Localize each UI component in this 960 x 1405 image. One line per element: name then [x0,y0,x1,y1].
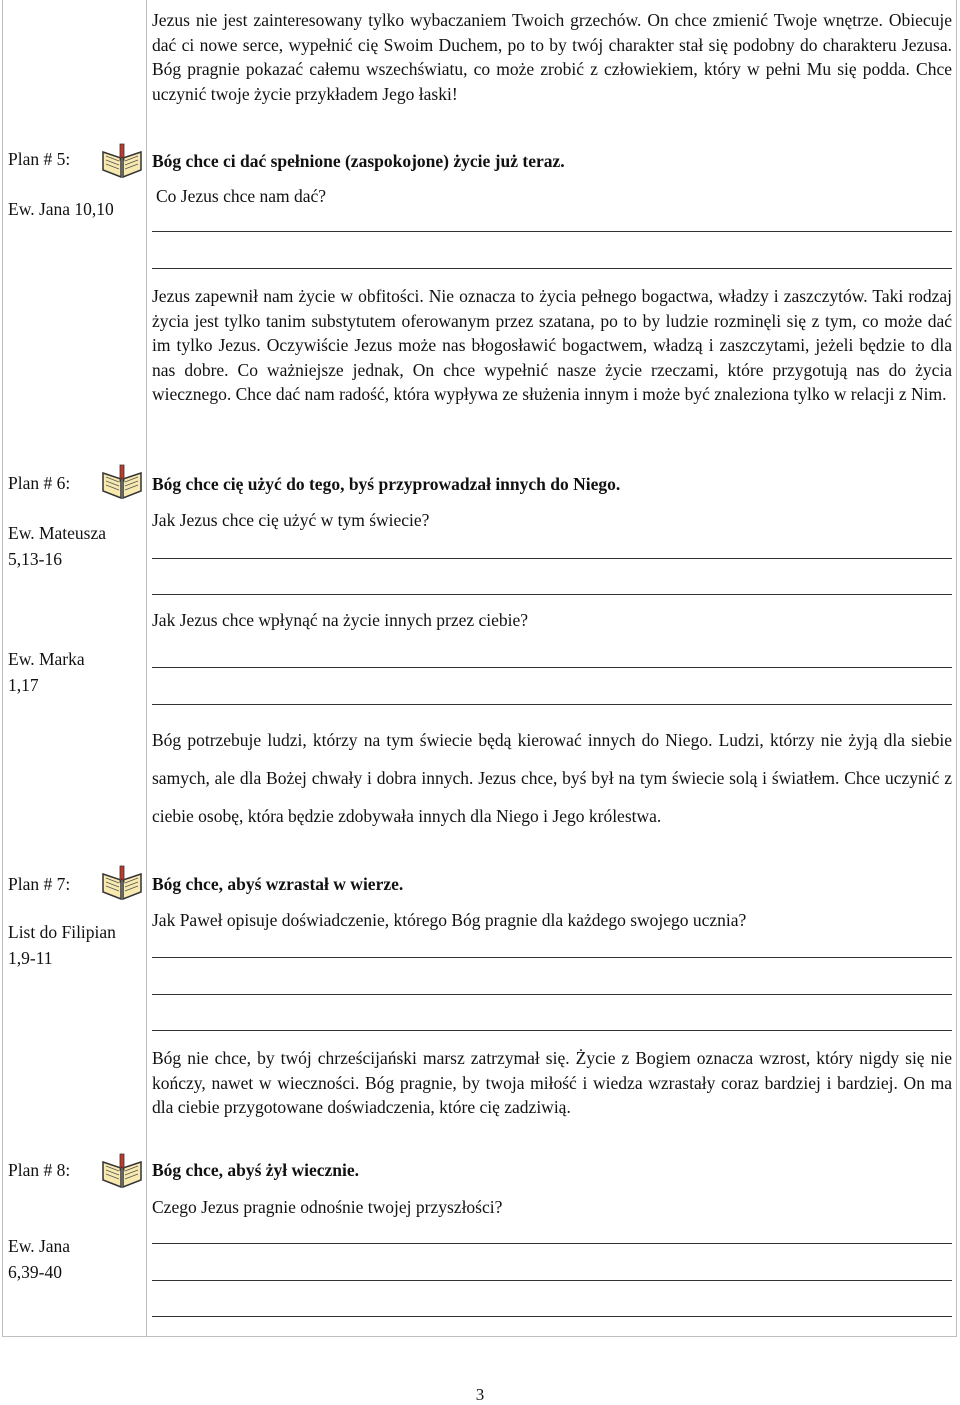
plan7-question-1: Jak Paweł opisuje doświadczenie, którego Bóg pragnie dla każdego swojego ucznia? [152,910,747,930]
answer-line[interactable] [152,558,952,559]
answer-line[interactable] [152,1030,952,1031]
plan6-intro: Jezus zapewnił nam życie w obfitości. Nie oznacza to życia pełnego bogactwa, władzy i zaszczytów. Taki rodzaj życia jest tylko tanim substytutem oferowanym przez szatana, po to by ludzie rozminęli się z tym, co może dać im tylko Jezus. Oczywiście Jezus może nas błogosławić bogactwem, władzą i zaszczytami, jeżeli będzie to dla nas dobre. Co ważniejsze jednak, On chce wypełnić nasze życie rzeczami, które przygotują nas do życia wiecznego. Chce dać nam radość, która wypływa ze służenia innym i może być znaleziona tylko w relacji z Nim. [152,286,952,404]
plan8-label: Plan # 8: [8,1160,71,1180]
plan6-heading: Bóg chce cię użyć do tego, byś przyprowadzał innych do Niego. [152,474,621,494]
plan6-question-1: Jak Jezus chce cię użyć w tym świecie? [152,510,430,530]
answer-line[interactable] [152,1243,952,1244]
open-bible-icon [100,461,144,501]
plan7-ref: List do Filipian 1,9-11 [8,922,116,968]
open-bible-icon [100,140,144,180]
answer-line[interactable] [152,1316,952,1317]
plan8-intro: Bóg nie chce, by twój chrześcijański marsz zatrzymał się. Życie z Bogiem oznacza wzrost, który nigdy się nie kończy, nawet w wieczności. Bóg pragnie, by twoja miłość i wiedza wzrastały coraz bardziej i bardziej. On ma dla ciebie przygotowane doświadczenia, które cię zadziwią. [152,1048,952,1117]
answer-line[interactable] [152,1280,952,1281]
plan8-ref: Ew. Jana 6,39-40 [8,1236,71,1282]
plan6-label: Plan # 6: [8,473,71,493]
answer-line[interactable] [152,667,952,668]
answer-line[interactable] [152,594,952,595]
answer-line[interactable] [152,704,952,705]
plan6-question-2: Jak Jezus chce wpłynąć na życie innych przez ciebie? [152,610,529,630]
column-divider [146,0,147,1337]
plan8-question-1: Czego Jezus pragnie odnośnie twojej przyszłości? [152,1197,503,1217]
open-bible-icon [100,862,144,902]
plan7-label: Plan # 7: [8,874,71,894]
open-bible-icon [100,1150,144,1190]
plan5-intro: Jezus nie jest zainteresowany tylko wybaczaniem Twoich grzechów. On chce zmienić Twoje wnętrze. Obiecuje dać ci nowe serce, wypełnić cię Swoim Duchem, po to by twój charakter stał się podobny do charakteru Jezusa. Bóg pragnie pokazać całemu wszechświatu, co może zrobić z człowiekiem, który w pełni Mu się podda. Chce uczynić twoje życie przykładem Jego łaski! [152,10,952,104]
plan5-label: Plan # 5: [8,149,71,169]
answer-line[interactable] [152,994,952,995]
plan7-heading: Bóg chce, abyś wzrastał w wierze. [152,874,404,894]
answer-line[interactable] [152,957,952,958]
plan5-ref: Ew. Jana 10,10 [8,199,114,219]
answer-line[interactable] [152,268,952,269]
plan7-intro: Bóg potrzebuje ludzi, którzy na tym świecie będą kierować innych do Niego. Ludzi, którzy nie żyją dla siebie samych, ale dla Bożej chwały i dobra innych. Jezus chce, byś był na tym świecie solą i światłem. Chce uczynić z ciebie osobę, która będzie zdobywała innych dla Niego i Jego królestwa. [152,730,952,826]
plan5-question-1: Co Jezus chce nam dać? [156,186,327,206]
answer-line[interactable] [152,231,952,232]
plan6-ref-2: Ew. Marka 1,17 [8,649,85,695]
plan5-heading: Bóg chce ci dać spełnione (zaspokojone) życie już teraz. [152,151,565,171]
plan8-heading: Bóg chce, abyś żył wiecznie. [152,1160,360,1180]
page-number: 3 [475,1385,485,1404]
plan6-ref-1: Ew. Mateusza 5,13-16 [8,523,106,569]
